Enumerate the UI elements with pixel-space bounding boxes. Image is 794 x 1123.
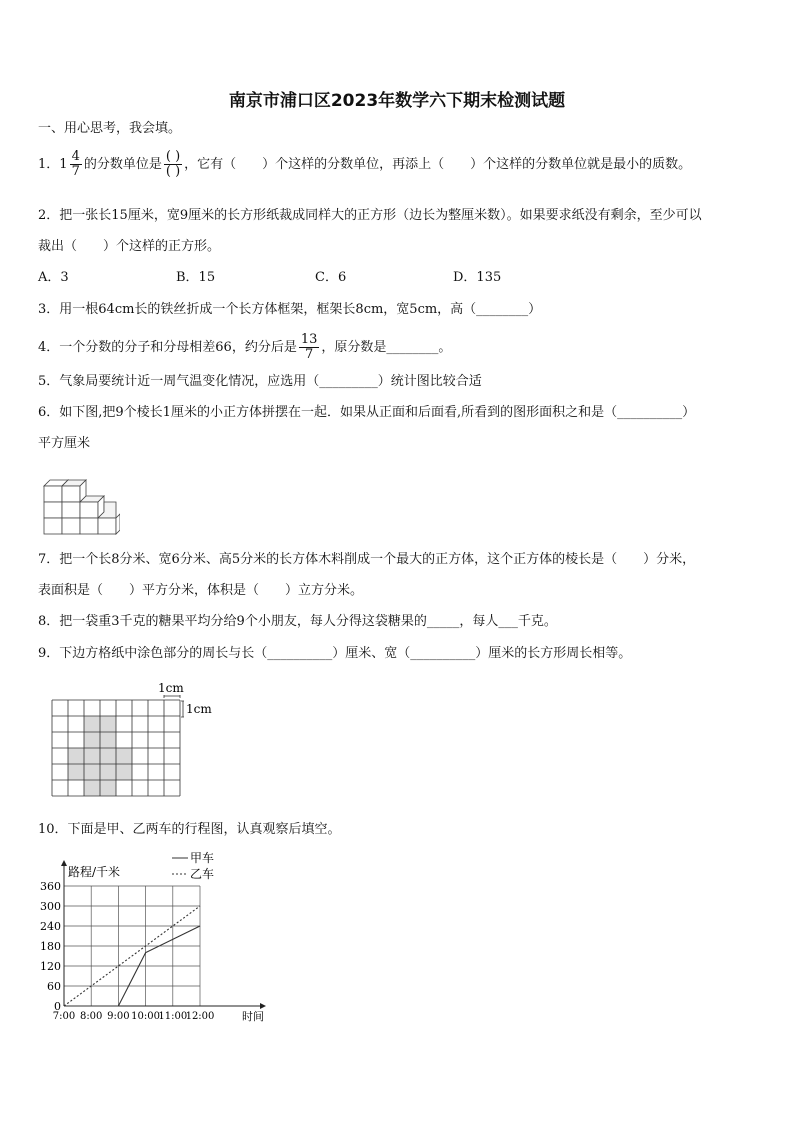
y-tick-label: 300 (40, 900, 61, 913)
x-axis-arrow (260, 1003, 266, 1009)
question-6-line-1: 6．如下图,把9个棱长1厘米的小正方体拼摆在一起．如果从正面和后面看,所看到的图形面积之和是（__________） (38, 405, 696, 420)
x-tick-label: 11:00 (158, 1011, 188, 1022)
shaded-cell (68, 764, 84, 780)
shaded-cell (84, 732, 100, 748)
question-9: 9．下边方格纸中涂色部分的周长与长（__________）厘米、宽（__________）厘米的长方形周长相等。 (38, 646, 632, 661)
mixed-number-whole: 1 (59, 157, 68, 172)
y-tick-label: 60 (47, 980, 61, 993)
question-4-text-b: ，原分数是________。 (321, 340, 452, 355)
question-2-line-1: 2．把一张长15厘米，宽9厘米的长方形纸裁成同样大的正方形（边长为整厘米数）。如果要求纸没有剩余，至少可以 (38, 208, 702, 223)
y-tick-label: 120 (40, 960, 61, 973)
answer-fraction-blank[interactable] (164, 150, 182, 179)
question-5: 5．气象局要统计近一周气温变化情况，应选用（_________）统计图比较合适 (38, 374, 482, 389)
shaded-cell (100, 764, 116, 780)
question-10: 10．下面是甲、乙两车的行程图，认真观察后填空。 (38, 822, 341, 837)
shaded-cell (84, 780, 100, 796)
y-axis-arrow (61, 860, 67, 866)
option-c[interactable]: C．6 (315, 270, 347, 285)
shaded-cell (100, 716, 116, 732)
shaded-cell (100, 732, 116, 748)
y-tick-label: 180 (40, 940, 61, 953)
page-title: 南京市浦口区2023年数学六下期末检测试题 (228, 91, 566, 111)
option-b[interactable]: B．15 (176, 270, 216, 285)
grid-label-right: 1cm (186, 702, 212, 716)
fraction-numerator: 13 (300, 332, 318, 347)
option-a[interactable]: A．3 (38, 270, 69, 285)
fraction-denominator: 7 (71, 164, 80, 179)
shaded-cell (68, 748, 84, 764)
question-7-line-2: 表面积是（ ）平方分米，体积是（ ）立方分米。 (38, 583, 364, 598)
shaded-cell (100, 780, 116, 796)
x-tick-label: 12:00 (185, 1011, 215, 1022)
y-tick-label: 240 (40, 920, 61, 933)
question-4 (38, 333, 451, 362)
question-8: 8．把一袋重3千克的糖果平均分给9个小朋友，每人分得这袋糖果的_____，每人___千克。 (38, 614, 557, 629)
series-line-yi (64, 906, 200, 1006)
fraction-13-7 (299, 333, 320, 362)
x-tick-label: 9:00 (107, 1011, 130, 1022)
shaded-cell (116, 764, 132, 780)
question-1 (38, 150, 691, 179)
question-1-number: 1． (38, 157, 60, 172)
question-4-text-a: 4．一个分数的分子和分母相差66，约分后是 (38, 340, 297, 355)
fraction-4-7 (70, 150, 82, 179)
x-tick-label: 10:00 (131, 1011, 161, 1022)
legend-label: 甲车 (190, 851, 215, 865)
question-7-line-1: 7．把一个长8分米、宽6分米、高5分米的长方体木料削成一个最大的正方体，这个正方体的棱长是（ ）分米， (38, 552, 696, 567)
question-6-line-2: 平方厘米 (38, 436, 91, 451)
blank-numerator: ( ) (165, 149, 181, 164)
shaded-cell (84, 748, 100, 764)
shaded-cell (116, 748, 132, 764)
option-d[interactable]: D．135 (453, 270, 502, 285)
y-axis-label: 路程/千米 (68, 865, 121, 879)
x-tick-label: 8:00 (79, 1011, 103, 1022)
shaded-cell (84, 764, 100, 780)
question-3: 3．用一根64cm长的铁丝折成一个长方体框架，框架长8cm，宽5cm，高（________） (38, 302, 542, 317)
cube-stack-figure (40, 462, 120, 537)
section-header: 一、用心思考，我会填。 (38, 121, 182, 136)
grid-lines (52, 700, 180, 796)
cube-faces (44, 480, 120, 534)
fraction-denominator: 7 (304, 347, 314, 362)
grid-paper-figure (48, 680, 228, 800)
question-1-text-b: ，它有（ ）个这样的分数单位，再添上（ ）个这样的分数单位就是最小的质数。 (184, 157, 692, 172)
question-1-text-a: 的分数单位是 (83, 157, 162, 172)
y-tick-label: 360 (40, 880, 61, 893)
shaded-cell (100, 748, 116, 764)
legend-label: 乙车 (190, 867, 215, 881)
blank-denominator: ( ) (165, 164, 181, 179)
y-tick-label: 0 (54, 1000, 61, 1013)
grid-label-top: 1cm (158, 681, 184, 695)
shaded-cell (84, 716, 100, 732)
fraction-numerator: 4 (71, 149, 80, 164)
question-2-line-2: 裁出（ ）个这样的正方形。 (38, 239, 221, 254)
dimension-mark-right (181, 701, 184, 717)
dimension-mark-top (164, 695, 180, 698)
x-tick-label: 7:00 (52, 1011, 76, 1022)
x-axis-label: 时间 (242, 1010, 264, 1023)
travel-chart (30, 848, 280, 1028)
